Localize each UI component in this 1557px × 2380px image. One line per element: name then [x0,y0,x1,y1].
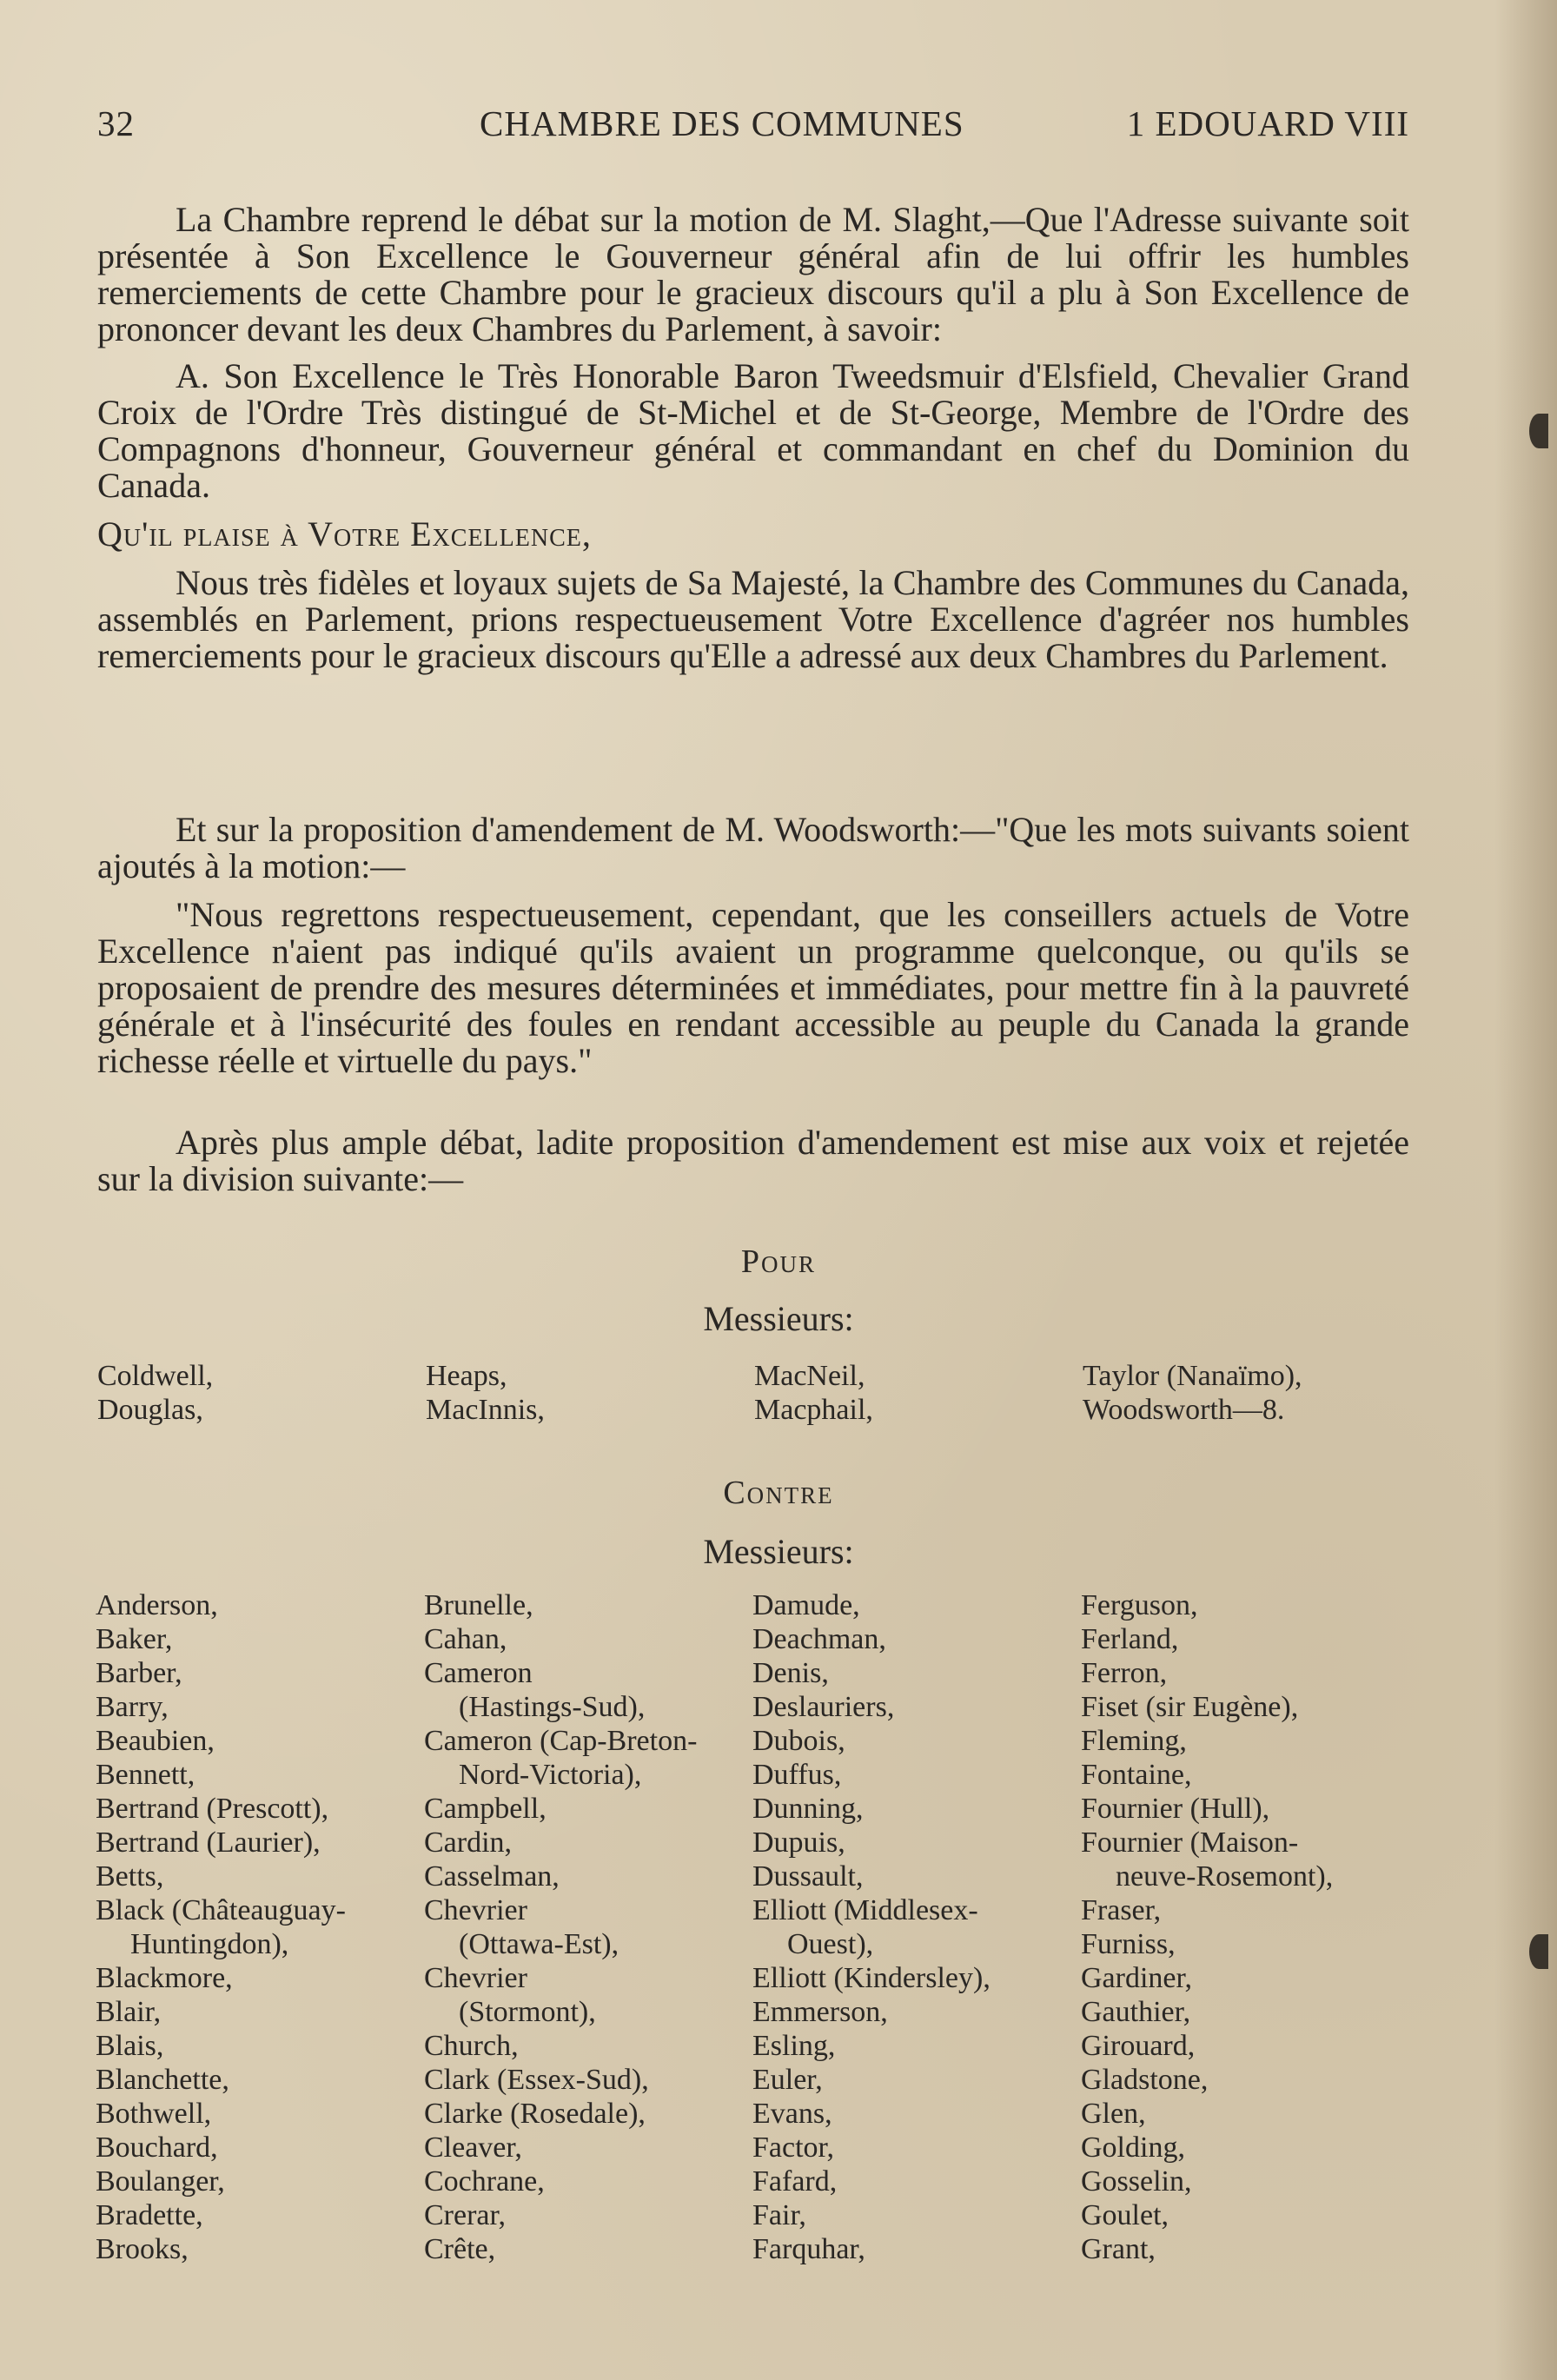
member-name: Bothwell, [96,2098,212,2130]
binding-mark [1529,414,1548,448]
member-name: Clarke (Rosedale), [424,2098,646,2130]
paragraph-amendment: Et sur la proposition d'amendement de M. Woodsworth:—"Que les mots suivants soient ajoutés à la motion:— [97,810,1409,885]
member-name: Barber, [96,1657,182,1689]
member-name: Huntingdon), [130,1928,289,1960]
member-name: Duffus, [752,1759,842,1791]
paragraph-motion: La Chambre reprend le débat sur la motion de M. Slaght,—Que l'Adresse suivante soit présentée à Son Excellence le Gouverneur général afin de lui offrir les humbles remerciements de cette Chambre pour le gracieux discours qu'il a plu à Son Excellence de prononcer devant les deux Chambres du Parlement, à savoir: [97,200,1409,348]
member-name: Black (Châteauguay- [96,1894,346,1926]
member-name: Fiset (sir Eugène), [1081,1691,1299,1723]
member-name: Ferguson, [1081,1589,1198,1621]
paragraph-division: Après plus ample débat, ladite proposition d'amendement est mise aux voix et rejetée sur la division suivante:— [97,1123,1409,1198]
contre-column-4 [1081,1588,1333,2266]
member-name: Goulet, [1081,2199,1169,2231]
member-name: Dussault, [752,1860,864,1893]
member-name: Fournier (Hull), [1081,1793,1270,1825]
member-name: Blanchette, [96,2064,229,2096]
member-name: Girouard, [1081,2030,1196,2062]
member-name: Deslauriers, [752,1691,895,1723]
member-name: Evans, [752,2098,832,2130]
member-name: Cardin, [424,1826,513,1859]
salutation: Qu'il plaise à Votre Excellence, [97,514,592,554]
member-name: Denis, [752,1657,829,1689]
member-name: Factor, [752,2131,834,2164]
member-name: Bertrand (Prescott), [96,1793,329,1825]
member-name: Glen, [1081,2098,1146,2130]
member-name: Cameron [424,1657,533,1689]
member-name: Fafard, [752,2165,838,2198]
member-name: Dubois, [752,1725,845,1757]
member-name: Blair, [96,1996,162,2028]
pour-heading: Pour [740,1243,817,1280]
member-name: Brunelle, [424,1589,533,1621]
member-name: (Stormont), [459,1996,596,2028]
member-name: Church, [424,2030,519,2062]
member-name: Blackmore, [96,1962,233,1994]
member-name: Esling, [752,2030,836,2062]
member-name: Boulanger, [96,2165,225,2198]
member-name: Anderson, [96,1589,218,1621]
member-name: Bradette, [96,2199,203,2231]
member-name: Bertrand (Laurier), [96,1826,321,1859]
pour-column-3 [754,1359,873,1427]
contre-messieurs: Messieurs: [703,1532,854,1571]
member-name: Gladstone, [1081,2064,1209,2096]
member-name: Chevrier [424,1962,527,1994]
member-name: Crerar, [424,2199,506,2231]
member-name: Fournier (Maison- [1081,1826,1299,1859]
contre-column-1 [96,1588,346,2266]
member-name: Beaubien, [96,1725,215,1757]
running-title: CHAMBRE DES COMMUNES [480,103,964,143]
member-name: Barry, [96,1691,169,1723]
member-name: Taylor (Nanaïmo), [1083,1360,1302,1392]
paragraph-amendment-text: "Nous regrettons respectueusement, cependant, que les conseillers actuels de Votre Excellence n'aient pas indiqué qu'ils avaient un programme quelconque, ou qu'ils se proposaient de prendre des mesures déterminées et immédiates, pour mettre fin à la pauvreté générale et à l'insécurité des foules en rendant accessible au peuple du Canada la grande richesse réelle et virtuelle du pays." [97,895,1409,1080]
member-name: Fraser, [1081,1894,1162,1926]
member-name: Cahan, [424,1623,507,1655]
contre-heading: Contre [723,1475,834,1511]
member-name: Chevrier [424,1894,527,1926]
member-name: MacNeil, [754,1360,865,1392]
pour-column-1 [97,1359,213,1427]
member-name: Dupuis, [752,1826,845,1859]
binding-mark [1529,1934,1548,1969]
division-block [97,1124,1409,1197]
member-name: Heaps, [426,1360,507,1392]
member-name: Cameron (Cap-Breton- [424,1725,698,1757]
member-name: Ouest), [787,1928,874,1960]
member-name: Gosselin, [1081,2165,1192,2198]
member-name: Casselman, [424,1860,560,1893]
member-name: Ferron, [1081,1657,1168,1689]
intro-block [97,202,1409,674]
contre-column-3 [752,1588,991,2266]
member-name: Betts, [96,1860,164,1893]
member-name: Gardiner, [1081,1962,1192,1994]
member-name: Nord-Victoria), [459,1759,642,1791]
member-name: Grant, [1081,2233,1156,2265]
member-name: Crête, [424,2233,496,2265]
member-name: Gauthier, [1081,1996,1191,2028]
member-name: Macphail, [754,1394,873,1426]
member-name: Baker, [96,1623,173,1655]
member-name: (Ottawa-Est), [459,1928,619,1960]
page-number: 32 [97,103,135,143]
member-name: Euler, [752,2064,823,2096]
member-name: Clark (Essex-Sud), [424,2064,649,2096]
pour-column-2 [426,1359,545,1427]
member-name: Ferland, [1081,1623,1179,1655]
member-name: Fontaine, [1081,1759,1192,1791]
contre-column-2 [424,1588,697,2266]
member-name: Deachman, [752,1623,886,1655]
member-name: Furniss, [1081,1928,1176,1960]
member-name: Golding, [1081,2131,1185,2164]
member-name: Fair, [752,2199,806,2231]
paragraph-thanks: Nous très fidèles et loyaux sujets de Sa Majesté, la Chambre des Communes du Canada, assemblés en Parlement, prions respectueusement Votre Excellence d'agréer nos humbles remerciements pour le gracieux discours qu'Elle a adressé aux deux Chambres du Parlement. [97,563,1409,675]
member-name: (Hastings-Sud), [459,1691,646,1723]
amendment-block [97,812,1409,1079]
member-name: Farquhar, [752,2233,865,2265]
member-name: Elliott (Kindersley), [752,1962,991,1994]
member-name: Brooks, [96,2233,189,2265]
pour-messieurs: Messieurs: [703,1299,854,1338]
member-name: Cleaver, [424,2131,522,2164]
member-name: MacInnis, [426,1394,545,1426]
member-name: Elliott (Middlesex- [752,1894,978,1926]
paragraph-address: A. Son Excellence le Très Honorable Baron Tweedsmuir d'Elsfield, Chevalier Grand Croix de l'Ordre Très distingué de St-Michel et de St-George, Membre de l'Ordre des Compagnons d'honneur, Gouverneur général et commandant en chef du Dominion du Canada. [97,356,1409,505]
pour-column-4 [1083,1359,1302,1427]
member-name: Douglas, [97,1394,203,1426]
member-name: Emmerson, [752,1996,888,2028]
page-header [97,103,1409,146]
member-name: Damude, [752,1589,860,1621]
member-name: neuve-Rosemont), [1116,1860,1334,1893]
member-name: Fleming, [1081,1725,1187,1757]
member-name: Woodsworth—8. [1083,1394,1285,1426]
member-name: Bennett, [96,1759,195,1791]
member-name: Campbell, [424,1793,547,1825]
regnal-year: 1 EDOUARD VIII [1126,103,1409,143]
member-name: Bouchard, [96,2131,218,2164]
member-name: Dunning, [752,1793,864,1825]
member-name: Cochrane, [424,2165,545,2198]
member-name: Coldwell, [97,1360,214,1392]
member-name: Blais, [96,2030,164,2062]
